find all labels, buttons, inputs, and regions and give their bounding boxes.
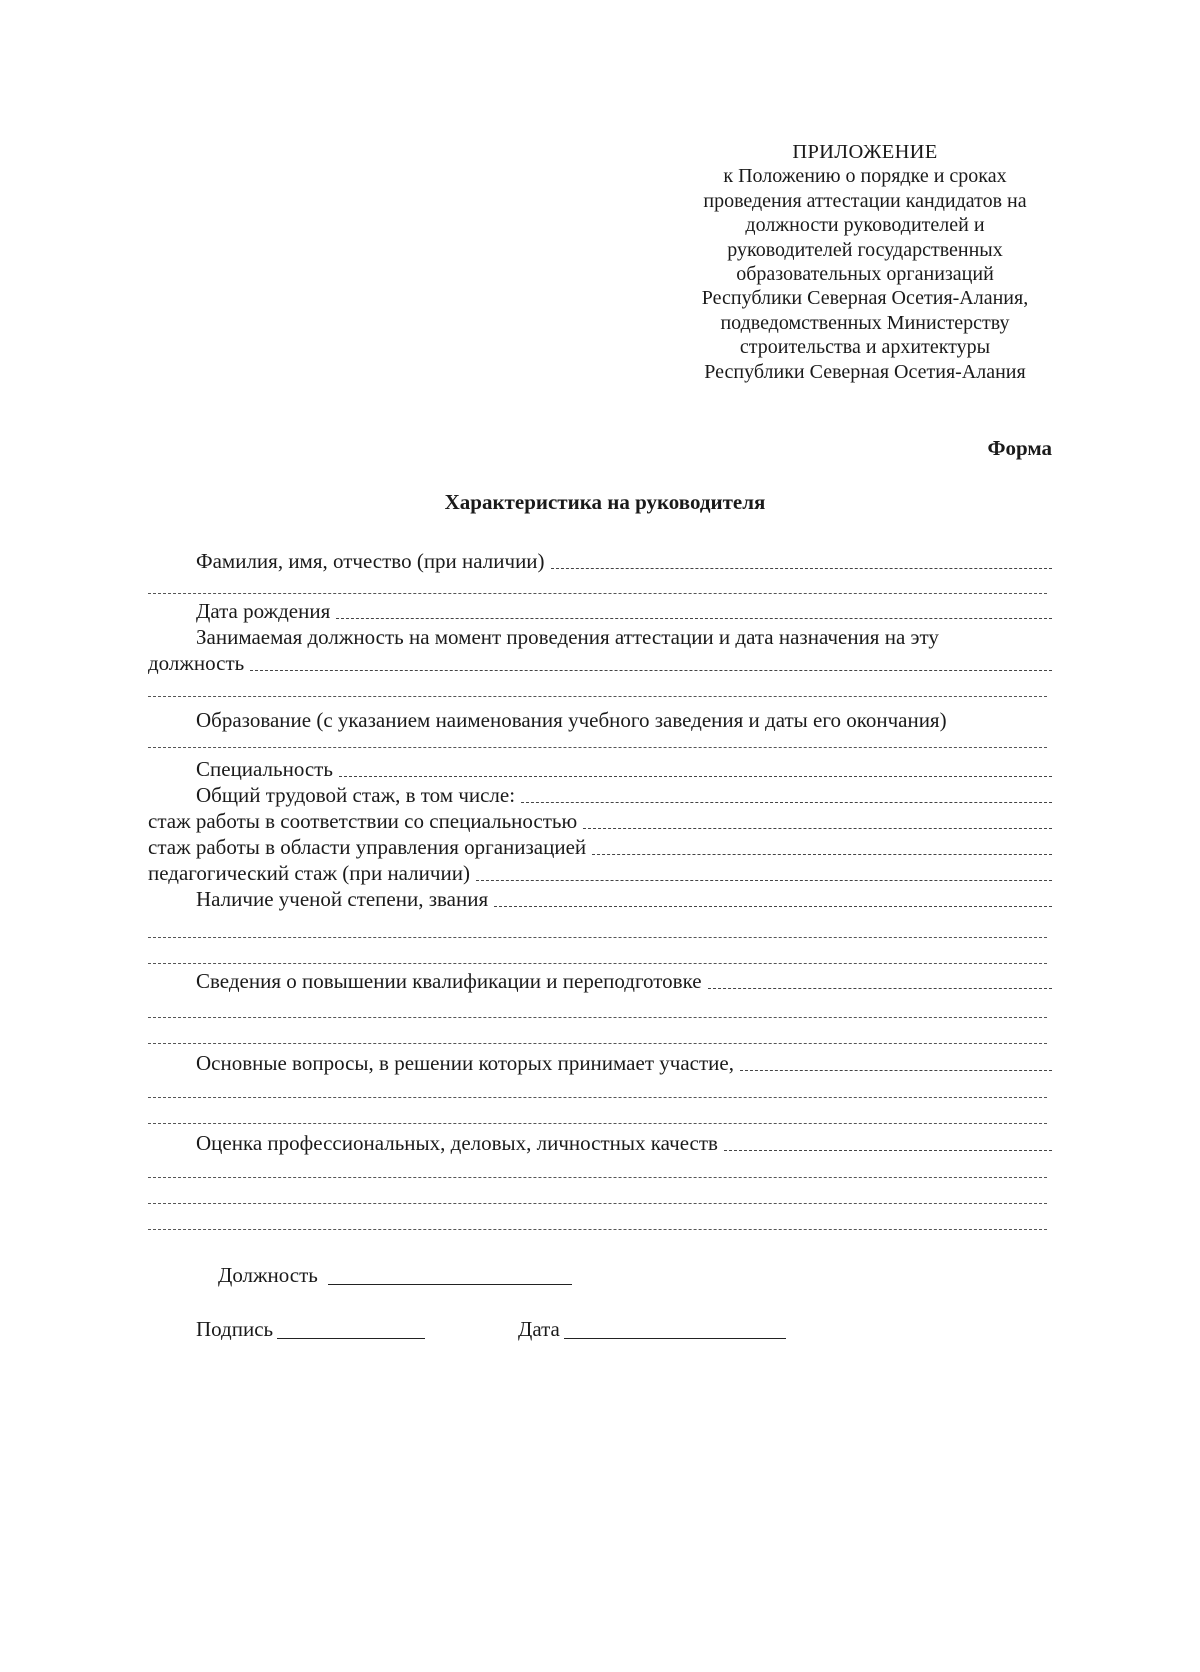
signature-position-input-line[interactable] <box>328 1283 572 1285</box>
education-field <box>148 705 1052 731</box>
assessment-field <box>148 1128 1052 1154</box>
total-experience-label: Общий трудовой стаж, в том числе: <box>196 783 516 807</box>
signature-row <box>196 1316 425 1342</box>
date-label: Дата <box>518 1317 560 1341</box>
teaching-experience-input-line[interactable] <box>476 879 1052 881</box>
assessment-continuation-line[interactable] <box>148 1176 1047 1178</box>
appendix-line: руководителей государственных <box>727 238 1003 261</box>
birth-date-input-line[interactable] <box>336 617 1052 619</box>
main-issues-continuation-line[interactable] <box>148 1096 1047 1098</box>
specialty-experience-label: стаж работы в соответствии со специальностью <box>148 809 578 833</box>
specialty-input-line[interactable] <box>339 775 1052 777</box>
appendix-line: строительства и архитектуры <box>739 336 991 359</box>
form-label: Форма <box>987 436 1052 460</box>
birth-date-label: Дата рождения <box>196 599 331 623</box>
main-issues-label: Основные вопросы, в решении которых принимает участие, <box>196 1051 734 1075</box>
full-name-input-line[interactable] <box>551 567 1052 569</box>
assessment-label: Оценка профессиональных, деловых, личностных качеств <box>196 1131 718 1155</box>
management-experience-field <box>148 832 1052 858</box>
total-experience-field <box>148 780 1052 806</box>
assessment-continuation-line[interactable] <box>148 1228 1047 1230</box>
position-input-line[interactable] <box>250 669 1052 671</box>
qualification-field <box>148 966 1052 992</box>
full-name-label: Фамилия, имя, отчество (при наличии) <box>196 549 545 573</box>
specialty-experience-field <box>148 806 1052 832</box>
position-field-line1 <box>148 622 1052 648</box>
academic-degree-input-line[interactable] <box>494 905 1052 907</box>
full-name-continuation-line[interactable] <box>148 592 1047 594</box>
main-issues-input-line[interactable] <box>740 1069 1052 1071</box>
assessment-continuation-line[interactable] <box>148 1202 1047 1204</box>
full-name-field <box>148 546 1052 572</box>
education-input-line[interactable] <box>148 746 1047 748</box>
appendix-header <box>680 140 1050 384</box>
academic-degree-field <box>148 884 1052 910</box>
appendix-line: к Положению о порядке и сроках <box>723 165 1007 188</box>
specialty-label: Специальность <box>196 757 333 781</box>
management-experience-input-line[interactable] <box>592 853 1052 855</box>
academic-degree-continuation-line[interactable] <box>148 936 1047 938</box>
date-row <box>518 1316 786 1342</box>
qualification-input-line[interactable] <box>708 987 1052 989</box>
academic-degree-continuation-line[interactable] <box>148 962 1047 964</box>
appendix-line: Республики Северная Осетия-Алания <box>704 360 1026 383</box>
appendix-title: ПРИЛОЖЕНИЕ <box>792 141 938 163</box>
position-label-line1: Занимаемая должность на момент проведения аттестации и дата назначения на эту <box>196 625 939 649</box>
appendix-line: Республики Северная Осетия-Алания, <box>701 287 1029 310</box>
position-continuation-line[interactable] <box>148 695 1047 697</box>
qualification-label: Сведения о повышении квалификации и переподготовке <box>196 969 702 993</box>
main-issues-field <box>148 1048 1052 1074</box>
education-label: Образование (с указанием наименования учебного заведения и даты его окончания) <box>196 708 947 732</box>
total-experience-input-line[interactable] <box>521 801 1052 803</box>
position-field-line2 <box>148 648 1052 674</box>
position-label-line2: должность <box>148 651 245 675</box>
appendix-line: проведения аттестации кандидатов на <box>703 189 1027 212</box>
teaching-experience-label: педагогический стаж (при наличии) <box>148 861 470 885</box>
signature-position-row <box>218 1262 572 1288</box>
appendix-line: должности руководителей и <box>745 214 985 237</box>
signature-input-line[interactable] <box>277 1337 425 1339</box>
management-experience-label: стаж работы в области управления организацией <box>148 835 587 859</box>
qualification-continuation-line[interactable] <box>148 1042 1047 1044</box>
main-issues-continuation-line[interactable] <box>148 1122 1047 1124</box>
academic-degree-label: Наличие ученой степени, звания <box>196 887 489 911</box>
assessment-input-line[interactable] <box>724 1149 1052 1151</box>
appendix-line: образовательных организаций <box>736 263 994 286</box>
teaching-experience-field <box>148 858 1052 884</box>
specialty-experience-input-line[interactable] <box>583 827 1052 829</box>
birth-date-field <box>148 596 1052 622</box>
document-title: Характеристика на руководителя <box>444 490 766 514</box>
signature-label: Подпись <box>196 1317 274 1341</box>
qualification-continuation-line[interactable] <box>148 1016 1047 1018</box>
appendix-line: подведомственных Министерству <box>720 311 1010 334</box>
date-input-line[interactable] <box>564 1337 786 1339</box>
signature-position-label: Должность <box>218 1263 318 1287</box>
specialty-field <box>148 754 1052 780</box>
